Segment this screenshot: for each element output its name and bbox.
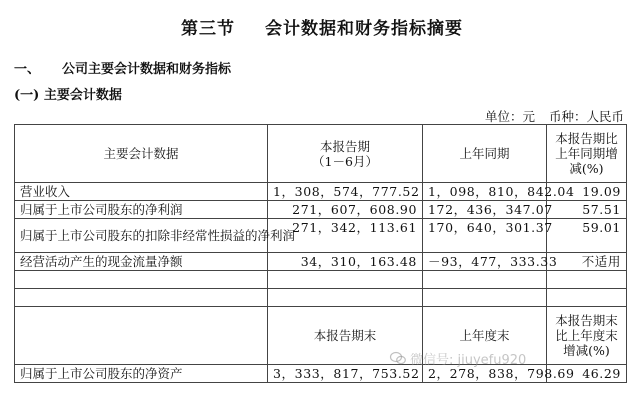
page-title [0,14,644,39]
row-change: 57.51 [547,201,627,219]
empty-row [15,289,627,307]
row-prior: 170，640，301.37 [423,219,547,253]
table-row [15,219,627,253]
unit-line [485,107,624,125]
section-title: 会计数据和财务指标摘要 [265,19,463,39]
section-heading-number: 一、 [14,62,41,77]
table-header-row [15,125,627,183]
row-label: 归属于上市公司股东的扣除非经常性损益的净利润 [15,219,268,253]
row-current: 1，308，574，777.52 [268,183,423,201]
section-number: 第三节 [181,19,235,39]
row-label: 经营活动产生的现金流量净额 [15,253,268,271]
section-heading [14,58,231,77]
row-current: 271，342，113.61 [268,219,423,253]
sub-heading: (一) 主要会计数据 [14,88,122,103]
row-change: 59.01 [547,219,627,253]
table-row [15,365,627,383]
header-prior-period: 上年同期 [423,125,547,183]
header-item-2 [15,307,268,365]
row-label: 营业收入 [15,183,268,201]
row-change: 46.29 [547,365,627,383]
unit-label: 单位：元 [484,109,535,124]
row-prior: 2，278，838，798.69 [423,365,547,383]
table-header-row-2 [15,307,627,365]
watermark-text: 微信号: jiuyefu920 [410,353,527,368]
header-change: 本报告期比上年同期增减(%) [547,125,627,183]
header-item: 主要会计数据 [15,125,268,183]
row-label: 归属于上市公司股东的净资产 [15,365,268,383]
row-label: 归属于上市公司股东的净利润 [15,201,268,219]
section-heading-text: 公司主要会计数据和财务指标 [62,62,232,77]
row-prior: 172，436，347.07 [423,201,547,219]
row-change: 19.09 [547,183,627,201]
row-prior: －93，477，333.33 [423,253,547,271]
row-prior: 1，098，810，842.04 [423,183,547,201]
row-current: 34，310，163.48 [268,253,423,271]
empty-row [15,271,627,289]
accounting-data-table [14,124,627,383]
header-period-end: 本报告期末 [268,307,423,365]
table-row [15,253,627,271]
currency-label: 币种：人民币 [548,109,624,124]
header-current-period: 本报告期 （1－6月） [268,125,423,183]
row-current: 271，607，608.90 [268,201,423,219]
row-current: 3，333，817，753.52 [268,365,423,383]
header-change-2: 本报告期末比上年度末增减(%) [547,307,627,365]
header-prior-year-end: 上年度末 [423,307,547,365]
row-change: 不适用 [547,253,627,271]
table-row [15,183,627,201]
table-row [15,201,627,219]
